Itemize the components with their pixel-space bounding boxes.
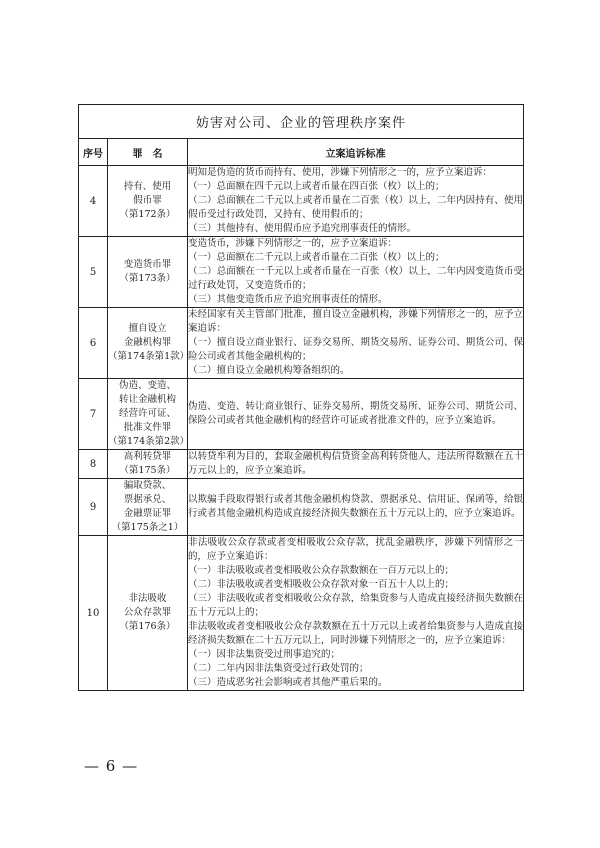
offense-name-line: 金融票证罪	[123, 508, 172, 519]
offense-name-line: 经营许可证、	[118, 408, 176, 419]
row-number: 4	[79, 166, 108, 237]
standard-paragraph: （二）二年内因非法集资受过行政处罚的；	[188, 663, 369, 674]
offense-name-line: 批准文件罪	[123, 422, 172, 433]
standard-paragraph: （三）非法吸收或者变相吸收公众存款，给集资参与人造成直接经济损失数额在五十万元以上的；	[188, 593, 524, 618]
offense-name-line: （第173条）	[119, 273, 176, 284]
offense-name-line: （第175条）	[119, 465, 176, 476]
offense-name-line: （第174条第1款）	[108, 351, 190, 362]
offense-name-line: 公众存款罪	[123, 607, 172, 618]
table-body	[79, 166, 524, 691]
filing-standard	[188, 536, 524, 691]
standard-paragraph: （三）其他变造货币应予追究刑事责任的情形。	[188, 294, 388, 305]
standard-paragraph: （二）总面额在一千元以上或者币量在一百张（枚）以上，二年内因变造货币受过行政处罚，又变造货币的；	[188, 266, 524, 291]
offense-table	[78, 104, 524, 691]
offense-name-line: 骗取贷款、	[123, 480, 172, 491]
standard-paragraph: （一）总面额在四千元以上或者币量在四百张（枚）以上的；	[188, 181, 445, 192]
offense-name	[108, 536, 188, 691]
row-number: 7	[79, 379, 108, 450]
table-row	[79, 536, 524, 691]
offense-name	[108, 237, 188, 308]
offense-name-line: （第172条）	[119, 209, 176, 220]
offense-name	[108, 166, 188, 237]
filing-standard	[188, 379, 524, 450]
filing-standard	[188, 237, 524, 308]
row-number: 5	[79, 237, 108, 308]
page-number: — 6 —	[84, 757, 139, 775]
standard-paragraph: 非法吸收公众存款或者变相吸收公众存款，扰乱金融秩序，涉嫌下列情形之一的，应予立案追诉：	[188, 537, 524, 562]
standard-paragraph: （二）非法吸收或者变相吸收公众存款对象一百五十人以上的；	[188, 579, 455, 590]
table-row	[79, 166, 524, 237]
offense-name-line: 金融机构罪	[123, 337, 172, 348]
offense-name-line: 变造货币罪	[123, 259, 172, 270]
offense-name	[108, 450, 188, 479]
table-row	[79, 379, 524, 450]
standard-paragraph: 变造货币，涉嫌下列情形之一的，应予立案追诉：	[188, 238, 398, 249]
standard-paragraph: （一）总面额在二千元以上或者币量在二百张（枚）以上的；	[188, 252, 445, 263]
row-number: 8	[79, 450, 108, 479]
table-row	[79, 308, 524, 379]
offense-name-line: 持有、使用	[123, 181, 172, 192]
offense-name-line: 伪造、变造、	[118, 380, 176, 391]
table-row	[79, 450, 524, 479]
standard-paragraph: （一）因非法集资受过刑事追究的；	[188, 649, 341, 660]
standard-paragraph: （二）总面额在二千元以上或者币量在二百张（枚）以上，二年内因持有、使用假币受过行政处罚，又持有、使用假币的；	[188, 195, 524, 220]
offense-name-line: （第175条之1）	[111, 522, 184, 533]
standard-paragraph: 非法吸收或者变相吸收公众存款数额在五十万元以上或者给集资参与人造成直接经济损失数额在二十五万元以上，同时涉嫌下列情形之一的，应予立案追诉：	[188, 621, 524, 646]
standard-paragraph: （二）擅自设立金融机构筹备组织的。	[188, 365, 350, 376]
offense-name-line: 票据承兑、	[123, 494, 172, 505]
row-number: 10	[79, 536, 108, 691]
offense-name-line: （第176条）	[119, 621, 176, 632]
standard-paragraph: 明知是伪造的货币而持有、使用，涉嫌下列情形之一的，应予立案追诉：	[188, 167, 493, 178]
standard-paragraph: （三）其他持有、使用假币应予追究刑事责任的情形。	[188, 223, 417, 234]
offense-name	[108, 308, 188, 379]
standard-paragraph: 以转贷牟利为目的，套取金融机构信贷资金高利转贷他人，违法所得数额在五十万元以上的，应予立案追诉。	[188, 451, 524, 476]
standard-paragraph: （一）非法吸收或者变相吸收公众存款数额在一百万元以上的；	[188, 565, 455, 576]
table-title: 妨害对公司、企业的管理秩序案件	[79, 105, 524, 139]
offense-name-line: （第174条第2款）	[108, 436, 190, 447]
offense-name-line: 假币罪	[133, 195, 162, 206]
offense-name-line: 非法吸收	[128, 593, 167, 604]
filing-standard	[188, 166, 524, 237]
standard-paragraph: （一）擅自设立商业银行、证券交易所、期货交易所、证券公司、期货公司、保险公司或者其他金融机构的；	[188, 337, 524, 362]
header-name: 罪 名	[108, 139, 188, 166]
row-number: 9	[79, 479, 108, 536]
standard-paragraph: 以欺骗手段取得银行或者其他金融机构贷款、票据承兑、信用证、保函等，给银行或者其他金融机构造成直接经济损失数额在五十万元以上的，应予立案追诉。	[188, 494, 524, 519]
offense-name-line: 转让金融机构	[118, 394, 176, 405]
table-row	[79, 237, 524, 308]
row-number: 6	[79, 308, 108, 379]
header-no: 序号	[79, 139, 108, 166]
standard-paragraph: 未经国家有关主管部门批准，擅自设立金融机构，涉嫌下列情形之一的，应予立案追诉：	[188, 309, 524, 334]
filing-standard	[188, 308, 524, 379]
filing-standard	[188, 479, 524, 536]
offense-name-line: 高利转贷罪	[123, 451, 172, 462]
offense-name	[108, 379, 188, 450]
filing-standard	[188, 450, 524, 479]
standard-paragraph: 伪造、变造、转让商业银行、证券交易所、期货交易所、证券公司、期货公司、保险公司或者其他金融机构的经营许可证或者批准文件的，应予立案追诉。	[188, 401, 524, 426]
offense-name	[108, 479, 188, 536]
header-standard: 立案追诉标准	[188, 139, 524, 166]
standard-paragraph: （三）造成恶劣社会影响或者其他严重后果的。	[188, 677, 388, 688]
table-row	[79, 479, 524, 536]
offense-name-line: 擅自设立	[128, 323, 167, 334]
